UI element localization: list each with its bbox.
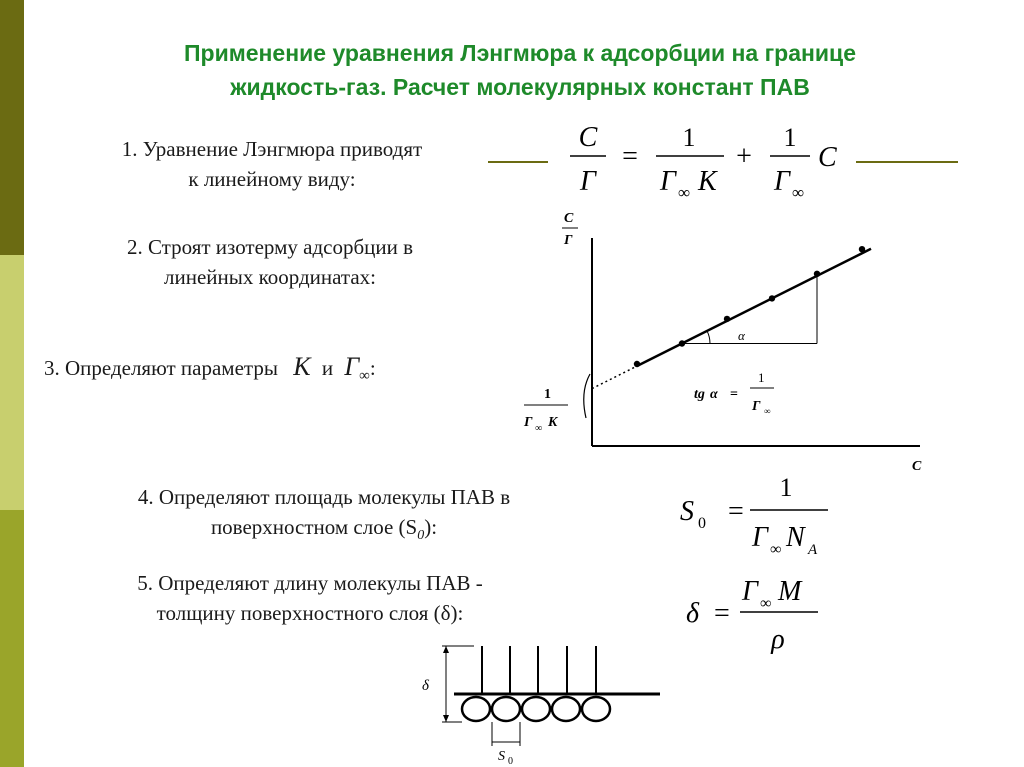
data-point [769,295,775,301]
step-4 [66,482,582,551]
decor-strip-top [0,0,24,255]
intercept-gamma: Γ [524,415,533,430]
step-3-and: и [321,356,334,380]
delta-M: M [778,576,802,607]
step-3-colon: : [369,356,376,380]
molecule-head [552,697,580,721]
step-1-line-2: к линейному виду: [188,167,356,191]
eq1-G-den: Γ [580,166,596,197]
intercept-inf: ∞ [535,423,543,434]
slide-title [60,36,980,104]
s0-inf: ∞ [770,541,782,558]
diagram-s0-sub: 0 [508,756,513,766]
tg-one: 1 [758,370,765,385]
x-label: C [912,459,922,474]
s0-gamma: Γ [752,522,768,553]
eq1-plus: + [736,141,752,172]
step-5 [60,568,560,628]
step-3-inf: ∞ [359,368,370,385]
intercept-num: 1 [544,387,551,402]
diagram-delta-label: δ [422,678,429,694]
step-4-sub: 0 [417,528,425,544]
step-4-line-2-text: поверхностном слое (S [210,515,418,539]
data-point [679,340,685,346]
step-3-text: 3. Определяют параметры [44,356,278,380]
s0-equation [672,470,842,560]
delta-inf: ∞ [760,595,772,612]
step-4-end: ): [424,515,438,539]
step-4-line-1: 4. Определяют площадь молекулы ПАВ в [137,485,511,509]
molecule-head [582,697,610,721]
s0-S: S [680,496,694,527]
delta-equals: = [714,598,730,629]
y-label-top: C [564,211,574,226]
eq1-G-a: Γ [660,166,676,197]
eq1-C-tail: C [818,142,837,173]
intercept-K: K [548,415,558,430]
s0-equals: = [728,496,744,527]
eq1-one-b: 1 [783,123,797,152]
step-1 [52,134,492,194]
data-point [814,271,820,277]
data-point [634,361,640,367]
fit-line [637,249,871,366]
eq1-equals: = [622,141,638,172]
molecule-head [462,697,490,721]
step-3-K: K [293,352,311,381]
step-1-line-1: 1. Уравнение Лэнгмюра приводят [121,137,423,161]
tg-label: tg [694,387,705,402]
step-4-line-2 [66,512,582,551]
data-point [859,246,865,252]
y-label-bottom: Γ [564,233,573,248]
langmuir-linear-equation [484,118,964,214]
eq1-one-a: 1 [682,123,696,152]
step-3-gamma: Γ [344,352,360,381]
s0-subA: A [808,542,818,558]
tg-alpha: α [710,387,718,402]
delta-symbol: δ [686,598,700,629]
alpha-arc [707,331,710,344]
molecule-head [492,697,520,721]
step-3 [44,352,376,391]
s0-N: N [786,522,805,553]
eq1-K: K [698,166,717,197]
decor-strip-bottom [0,510,24,767]
molecule-head [522,697,550,721]
data-point [724,316,730,322]
title-line-2: жидкость-газ. Расчет молекулярных констант ПАВ [230,74,810,100]
tg-inf: ∞ [764,406,771,416]
tg-gamma: Γ [752,399,761,414]
eq1-C-num: C [578,122,598,153]
step-5-line-1: 5. Определяют длину молекулы ПАВ - [137,571,483,595]
fit-line-extrapolated [592,366,637,389]
diagram-s0-label: S [498,749,505,764]
delta-equation [682,572,842,662]
eq1-inf-b: ∞ [792,183,805,202]
step-5-line-2: толщину поверхностного слоя (δ): [156,601,464,625]
s0-sub: 0 [698,515,706,532]
delta-rho: ρ [771,624,785,655]
title-line-1: Применение уравнения Лэнгмюра к адсорбции на границе [184,40,856,66]
alpha-label: α [738,328,745,343]
tg-equals: = [730,387,738,402]
monolayer-diagram [414,638,670,766]
intercept-brace [584,374,590,418]
eq1-G-b: Γ [774,166,790,197]
eq1-inf-a: ∞ [678,183,691,202]
delta-gamma: Γ [742,576,758,607]
step-2-line-1: 2. Строят изотерму адсорбции в [126,235,414,259]
step-2-line-2: линейных координатах: [164,265,376,289]
langmuir-linear-plot [516,206,936,476]
step-2 [60,232,480,292]
decor-strip-middle [0,255,24,510]
s0-one: 1 [779,473,793,502]
